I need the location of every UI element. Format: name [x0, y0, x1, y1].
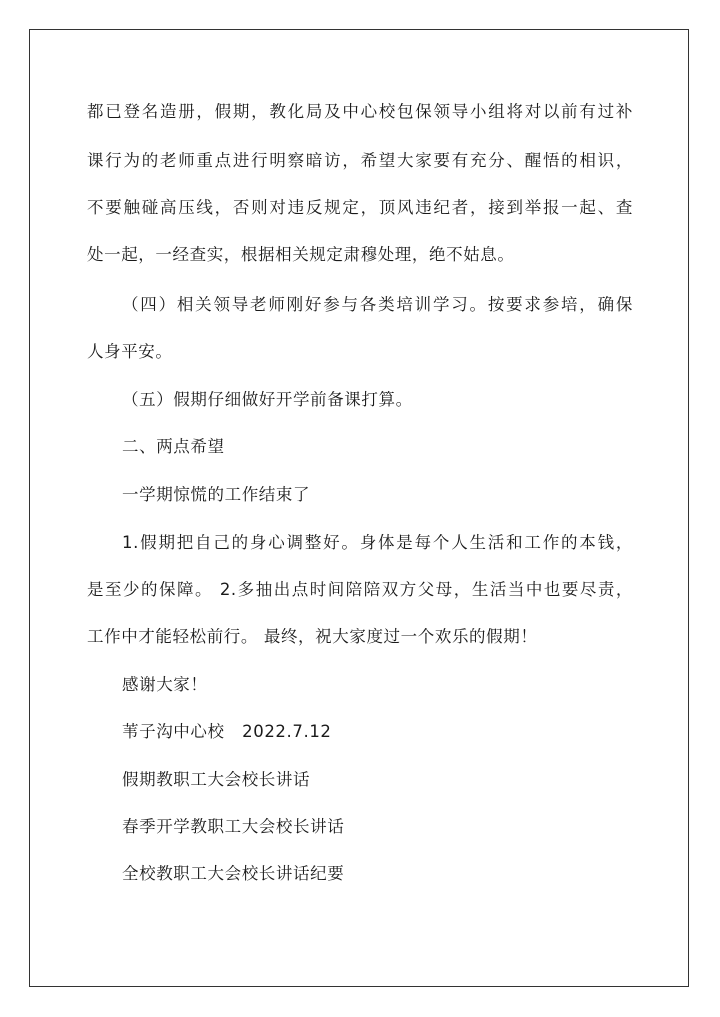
related-title-2: 春季开学教职工大会校长讲话 [122, 817, 345, 836]
paragraph-line-2: 课行为的老师重点进行明察暗访，希望大家要有充分、醒悟的相识， [87, 151, 633, 170]
paragraph-line-5: （四）相关领导老师刚好参与各类培训学习。按要求参培，确保 [122, 295, 633, 314]
paragraph-line-12: 工作中才能轻松前行。 最终，祝大家度过一个欢乐的假期！ [87, 627, 538, 646]
closing-thanks: 感谢大家！ [122, 675, 208, 694]
paragraph-line-4: 处一起，一经查实，根据相关规定肃穆处理，绝不姑息。 [87, 245, 515, 264]
signature-date: 苇子沟中心校 2022.7.12 [122, 722, 332, 741]
paragraph-line-9: 一学期惊慌的工作结束了 [122, 485, 311, 504]
section-heading: 二、两点希望 [122, 437, 225, 456]
paragraph-line-7: （五）假期仔细做好开学前备课打算。 [122, 390, 413, 409]
page-border [29, 29, 689, 987]
paragraph-line-1: 都已登名造册，假期，教化局及中心校包保领导小组将对以前有过补 [87, 102, 633, 121]
related-title-1: 假期教职工大会校长讲话 [122, 770, 311, 789]
paragraph-line-10: 1.假期把自己的身心调整好。身体是每个人生活和工作的本钱， [122, 533, 633, 552]
paragraph-line-3: 不要触碰高压线，否则对违反规定，顶风违纪者，接到举报一起、查 [87, 198, 633, 217]
related-title-3: 全校教职工大会校长讲话纪要 [122, 864, 345, 883]
paragraph-line-6: 人身平安。 [87, 342, 173, 361]
paragraph-line-11: 是至少的保障。 2.多抽出点时间陪陪双方父母，生活当中也要尽责， [87, 580, 633, 599]
